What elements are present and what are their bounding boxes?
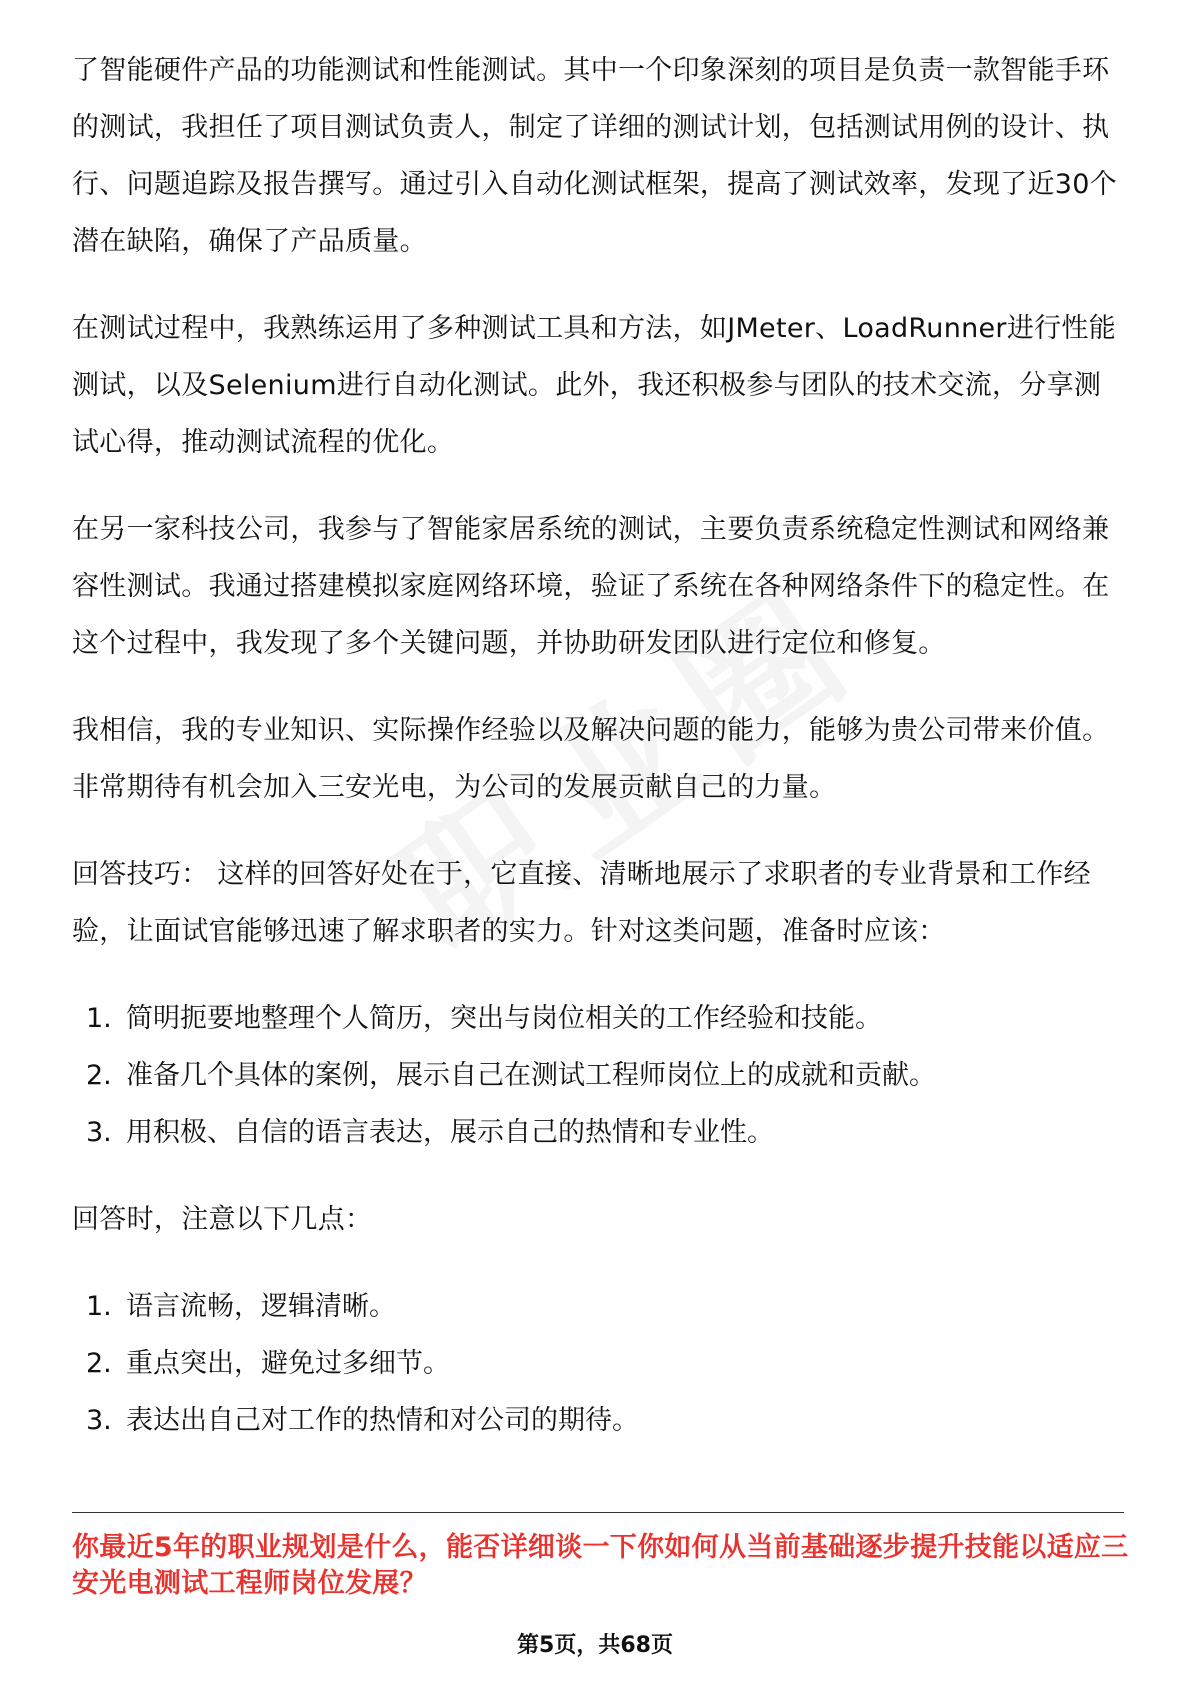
interview-question-heading: 你最近5年的职业规划是什么，能否详细谈一下你如何从当前基础逐步提升技能以适应三安光电测试工程师岗位发展？ — [72, 1532, 1129, 1599]
list-item-number: 3. — [86, 1117, 112, 1148]
list-item-text: 重点突出，避免过多细节。 — [126, 1348, 450, 1379]
list-item-number: 2. — [86, 1060, 112, 1091]
list-item — [72, 1104, 1122, 1161]
paragraph-answer-notes: 回答时，注意以下几点： — [72, 1204, 373, 1235]
paragraph-smart-home: 在另一家科技公司，我参与了智能家居系统的测试，主要负责系统稳定性测试和网络兼容性测试。我通过搭建模拟家庭网络环境，验证了系统在各种网络条件下的稳定性。在这个过程中，我发现了多个关键问题，并协助研发团队进行定位和修复。 — [72, 514, 1110, 659]
paragraph-answer-tips: 回答技巧： 这样的回答好处在于，它直接、清晰地展示了求职者的专业背景和工作经验，让面试官能够迅速了解求职者的实力。针对这类问题，准备时应该： — [72, 859, 1091, 947]
list-item-text: 用积极、自信的语言表达，展示自己的热情和专业性。 — [126, 1117, 774, 1148]
preparation-list — [72, 990, 1122, 1161]
list-item — [72, 1392, 1122, 1449]
paragraph-testing-tools: 在测试过程中，我熟练运用了多种测试工具和方法，如JMeter、LoadRunner进行性能测试，以及Selenium进行自动化测试。此外，我还积极参与团队的技术交流，分享测试心得，推动测试流程的优化。 — [72, 313, 1117, 458]
page-number-footer: 第5页，共68页 — [517, 1633, 673, 1658]
list-item-number: 1. — [86, 1003, 112, 1034]
paragraph-closing: 我相信，我的专业知识、实际操作经验以及解决问题的能力，能够为贵公司带来价值。非常期待有机会加入三安光电，为公司的发展贡献自己的力量。 — [72, 715, 1110, 803]
list-item — [72, 990, 1122, 1047]
list-item-text: 简明扼要地整理个人简历，突出与岗位相关的工作经验和技能。 — [126, 1003, 882, 1034]
section-divider — [72, 1512, 1124, 1513]
list-item — [72, 1278, 1122, 1335]
list-item-text: 语言流畅，逻辑清晰。 — [126, 1291, 396, 1322]
list-item-number: 2. — [86, 1348, 112, 1379]
main-content — [72, 42, 1122, 1479]
list-item-text: 准备几个具体的案例，展示自己在测试工程师岗位上的成就和贡献。 — [126, 1060, 936, 1091]
paragraph-project-experience: 了智能硬件产品的功能测试和性能测试。其中一个印象深刻的项目是负责一款智能手环的测试，我担任了项目测试负责人，制定了详细的测试计划，包括测试用例的设计、执行、问题追踪及报告撰写。通过引入自动化测试框架，提高了测试效率，发现了近30个潜在缺陷，确保了产品质量。 — [72, 55, 1118, 257]
list-item-number: 1. — [86, 1291, 112, 1322]
list-item — [72, 1335, 1122, 1392]
list-item-number: 3. — [86, 1405, 112, 1436]
list-item-text: 表达出自己对工作的热情和对公司的期待。 — [126, 1405, 639, 1436]
list-item — [72, 1047, 1122, 1104]
notes-list — [72, 1278, 1122, 1449]
